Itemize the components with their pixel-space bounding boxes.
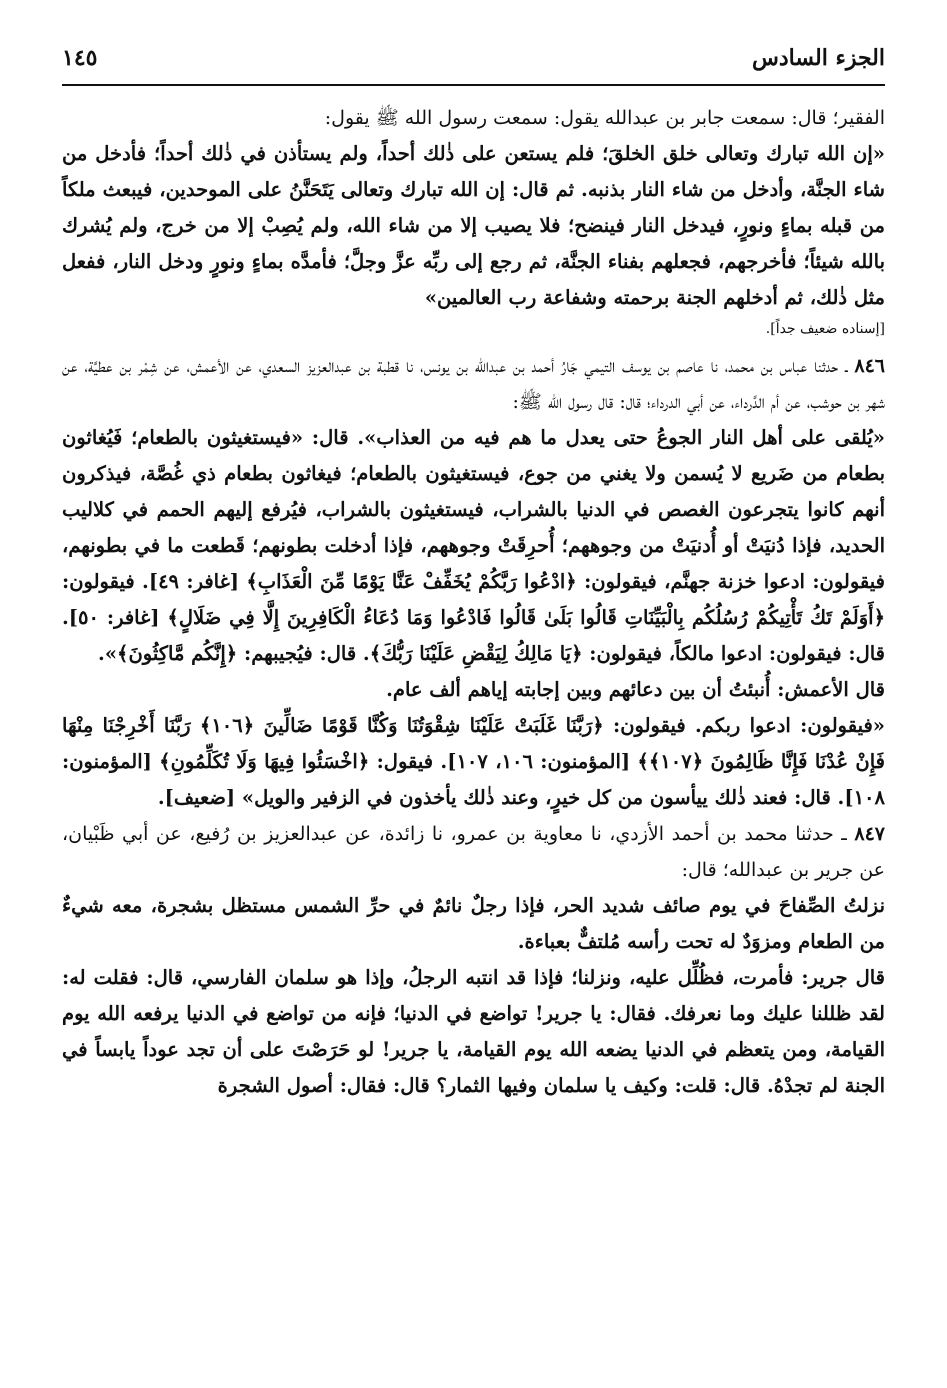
- paragraph-hadith: قال جرير: فأمرت، فظُلِّل عليه، ونزلنا؛ فإذا قد انتبه الرجلُ، وإذا هو سلمان الفارسي، قال: فقلت له: لقد ظللنا عليك وما نعرفك. فقال: يا جرير! تواضع في الدنيا؛ فإنه من تواضع في الدنيا يرفعه الله يوم القيامة، ومن يتعظم في الدنيا يضعه الله يوم القيامة، يا جرير! لو حَرَصْتَ على أن تجد عوداً يابساً في الجنة لم تجدْهُ. قال: قلت: وكيف يا سلمان وفيها الثمار؟ قال: فقال: أصول الشجرة: [62, 966, 885, 1097]
- page-header: [62, 38, 885, 78]
- paragraph-isnad-846: [62, 348, 885, 420]
- hadith-number: ٨٤٦: [854, 355, 885, 377]
- header-rule: [62, 84, 885, 86]
- page-body: [62, 100, 885, 1104]
- part-title: الجزء السادس: [752, 45, 885, 71]
- hadith-number: ٨٤٧: [854, 823, 885, 845]
- paragraph-grade: [إسناده ضعيف جداً].: [765, 321, 885, 337]
- paragraph-hadith: «يُلقى على أهل النار الجوعُ حتى يعدل ما هم فيه من العذاب». قال: «فيستغيثون بالطعام؛ فَيُغاثون بطعام من ضَريع لا يُسمن ولا يغني من جوع، فيستغيثون بالطعام؛ فيغاثون بطعام ذي غُصَّة، فيذكرون أنهم كانوا يتجرعون الغصص في الدنيا بالشراب، فيستغيثون بالشراب، فيُرفع إليهم الحمم في كلاليب الحديد، فإذا دُنيَتْ أو أُدنيَتْ من وجوههم؛ أُحرِقَتْ وجوههم، فإذا أدخلت بطونهم؛ قَطعت ما في بطونهم، فيقولون: ادعوا خزنة جهنَّم، فيقولون: ﴿ادْعُوا رَبَّكُمْ يُخَفِّفْ عَنَّا يَوْمًا مِّنَ الْعَذَابِ﴾ [غافر: ٤٩]. فيقولون: ﴿أَوَلَمْ تَكُ تَأْتِيكُمْ رُسُلُكُم بِالْبَيِّنَاتِ قَالُوا بَلَىٰ قَالُوا فَادْعُوا وَمَا دُعَاءُ الْكَافِرِينَ إِلَّا فِي ضَلَالٍ﴾ [غافر: ٥٠]. قال: فيقولون: ادعوا مالكاً، فيقولون: ﴿يَا مَالِكُ لِيَقْضِ عَلَيْنَا رَبُّكَ﴾. قال: فيُجيبهم: ﴿إِنَّكُم مَّاكِثُونَ﴾».: [62, 426, 885, 665]
- paragraph-isnad-847: [62, 816, 885, 888]
- page-number: ١٤٥: [62, 45, 98, 71]
- paragraph-hadith: نزلتُ الصِّفاحَ في يوم صائف شديد الحر، فإذا رجلٌ نائمٌ في حرِّ الشمس مستظل بشجرة، معه شيءٌ من الطعام ومزوَدٌ له تحت رأسه مُلتفٌّ بعباءة.: [62, 894, 885, 953]
- paragraph-hadith: «فيقولون: ادعوا ربكم. فيقولون: ﴿رَبَّنَا غَلَبَتْ عَلَيْنَا شِقْوَتُنَا وَكُنَّا قَوْمًا ضَالِّينَ ﴿١٠٦﴾ رَبَّنَا أَخْرِجْنَا مِنْهَا فَإِنْ عُدْنَا فَإِنَّا ظَالِمُونَ ﴿١٠٧﴾﴾ [المؤمنون: ١٠٦، ١٠٧]. فيقول: ﴿اخْسَئُوا فِيهَا وَلَا تُكَلِّمُونِ﴾ [المؤمنون: ١٠٨]. قال: فعند ذٰلك ييأسون من كل خيرٍ، وعند ذٰلك يأخذون في الزفير والويل» [ضعيف].: [62, 714, 885, 809]
- paragraph-hadith: قال الأعمش: أُنبئتُ أن بين دعائهم وبين إجابته إياهم ألف عام.: [386, 678, 885, 701]
- isnad-text: ـ حدثنا عباس بن محمد، نا عاصم بن يوسف التيمي جَارُ أحمد بن عبدالله بن يونس، نا قطبة بن عبدالعزيز السعدي، عن الأعمش، عن شِمْر بن عطيَّة، عن شهر بن حوشب، عن أم الدَّرداء، عن أبي الدرداء؛ قال: قال رسول الله ﷺ:: [62, 355, 885, 413]
- paragraph-hadith: «إن الله تبارك وتعالى خلق الخلقَ؛ فلم يستعن على ذٰلك أحداً، ولم يستأذن في ذٰلك أحداً؛ فأدخل من شاء الجنَّة، وأدخل من شاء النار بذنبه. ثم قال: إن الله تبارك وتعالى يَتَحَنَّنُ على الموحدين، فيبعث ملكاً من قبله بماءٍ ونورٍ، فيدخل النار فينضح؛ فلا يصيب إلا من شاء الله، ولم يُصِبْ إلا من خرج، ولم يُشرك بالله شيئاً؛ فأخرجهم، فجعلهم بفناء الجنَّة، ثم رجع إلى ربِّه عزَّ وجلَّ؛ فأمدَّه بماءٍ ونورٍ ودخل النار، ففعل مثل ذٰلك، ثم أدخلهم الجنة برحمته وشفاعة رب العالمين»: [62, 142, 885, 309]
- isnad-text: ـ حدثنا محمد بن أحمد الأزدي، نا معاوية بن عمرو، نا زائدة، عن عبدالعزيز بن رُفيع، عن أبي ظَبْيان، عن جرير بن عبدالله؛ قال:: [62, 823, 885, 881]
- paragraph-isnad: الفقير؛ قال: سمعت جابر بن عبدالله يقول: سمعت رسول الله ﷺ يقول:: [324, 107, 885, 129]
